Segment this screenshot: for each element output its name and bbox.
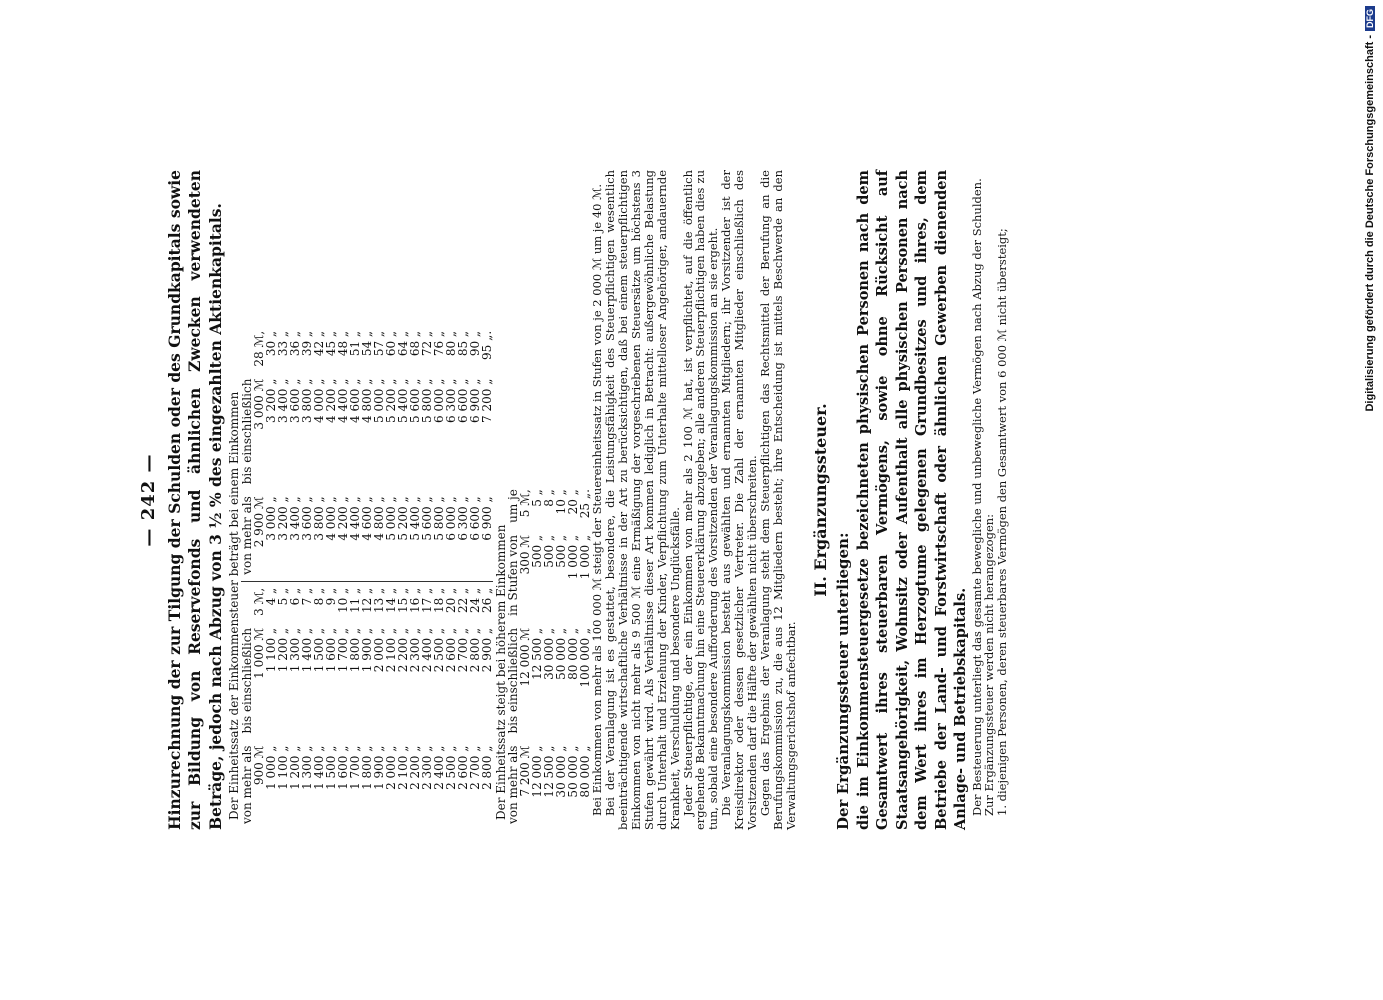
table-cell: 2 500 „ [443, 745, 458, 790]
table-cell: 1 300 „ [287, 627, 302, 673]
table-cell: 85 „ [455, 330, 470, 357]
table-cell: 51 „ [347, 330, 362, 357]
table-cell: 2 900 ℳ [253, 490, 265, 581]
digitization-footer [1363, 6, 1377, 996]
table-cell: 20 „ [566, 489, 581, 515]
table-cell: 3 400 „ [275, 378, 290, 423]
table-cell: 1 200 „ [275, 627, 290, 673]
table-cell: 1 000 „ [578, 534, 593, 580]
table-cell: 2 600 „ [455, 745, 470, 790]
table-cell: 5 600 „ [421, 490, 433, 581]
paragraph: Jeder Steuerpflichtige, der ein Einkommen von mehr als 2 100 ℳ hat, ist verpflichtet, auf die öffentlich ergehende Bekanntmachung hin eine Steuererklärung abzugeben; alle anderen Steuerpflichtigen haben dies zu tun, sobald eine besondere Aufforderung des Vorsitzenden der Veranlagungskommission an sie ergeht. [680, 170, 721, 830]
table-cell: 26 „ [479, 587, 494, 614]
table-cell: 5 600 „ [407, 378, 422, 423]
table-cell: 18 „ [431, 587, 446, 614]
section-main-text: die im Einkommensteuergesetze bezeichneten physischen Personen nach dem Gesamtwert ihres steuerbaren Vermögens, sowie ohne Rücksicht auf Staatsangehörigkeit, Wohnsitz oder Aufenthalt alle physischen Personen nach dem Wert ihres im Herzogtume gelegenen Grundbesitzes und ihres, dem Betriebe der Land- und Forstwirtschaft oder ähnlichen Gewerben dienenden Anlage- und Betriebskapitals. [854, 170, 970, 830]
table-cell: 5 400 „ [409, 490, 421, 581]
table-cell: 3 400 „ [289, 490, 301, 581]
table-cell: 4 000 „ [311, 378, 326, 423]
table-cell: 6 900 „ [467, 378, 482, 423]
intro-paragraph: Hinzurechnung der zur Tilgung der Schulden oder des Grundkapitals sowie zur Bildung von Reservefonds und ähnlichen Zwecken verwendeten Beträge, jedoch nach Abzug von 3 ½ % des eingezahlten Aktienkapitals. [164, 170, 225, 830]
table-cell: 2 800 „ [467, 627, 482, 673]
table-cell: 1 000 „ [263, 745, 278, 790]
table-cell: 2 200 „ [407, 745, 422, 790]
table-cell: 39 „ [299, 330, 314, 357]
table-cell: 4 800 „ [359, 378, 374, 423]
table-cell: 500 „ [542, 534, 557, 568]
table-cell: 4 600 „ [347, 378, 362, 423]
table-cell: 2 700 „ [455, 627, 470, 673]
table-cell: 3 200 „ [277, 490, 289, 581]
table-cell: 12 500 „ [530, 627, 545, 680]
table-cell: 48 „ [335, 330, 350, 357]
table-cell: 1 400 „ [299, 627, 314, 673]
tax-rate-table [241, 325, 493, 830]
paragraph: Bei Einkommen von mehr als 100 000 ℳ steigt der Steuereinheitssatz in Stufen von je 2 000 ℳ um je 40 ℳ. [590, 183, 605, 816]
table-cell: 500 „ [554, 534, 569, 568]
table-cell: 1 200 „ [287, 745, 302, 790]
table-cell: 3 800 „ [313, 490, 325, 581]
table-cell: 95 „. [479, 330, 494, 360]
table-cell: 1 400 „ [311, 745, 326, 790]
table-cell: 3 600 „ [301, 490, 313, 581]
table-cell: 3 800 „ [299, 378, 314, 423]
table-cell: 80 000 „ [578, 745, 593, 798]
table-cell: 30 000 „ [542, 627, 557, 680]
table-cell: 500 „ [530, 534, 545, 568]
table-cell: 4 600 „ [361, 490, 373, 581]
table-cell: 1 500 „ [323, 745, 338, 790]
table-cell: 28 ℳ, [251, 330, 266, 367]
table-cell: 24 „ [467, 587, 482, 614]
table-cell: 4 400 „ [349, 490, 361, 581]
table-cell: 5 ℳ, [518, 489, 533, 518]
table-cell: 1 800 „ [359, 745, 374, 790]
table-cell: 4 800 „ [373, 490, 385, 581]
table-cell: 16 „ [407, 587, 422, 614]
table-cell: 4 200 „ [323, 378, 338, 423]
table-cell: 5 „ [275, 587, 290, 606]
table-cell: 2 000 „ [383, 745, 398, 790]
table-cell: 5 200 „ [397, 490, 409, 581]
table-cell: 4 000 „ [325, 490, 337, 581]
table-cell: 3 000 „ [265, 490, 277, 581]
table-cell: 6 „ [287, 587, 302, 606]
table-cell: 12 000 ℳ [518, 627, 533, 687]
table-cell: 5 000 „ [385, 490, 397, 581]
table-cell: 4 200 „ [337, 490, 349, 581]
table-cell: 2 900 „ [479, 627, 494, 673]
table-cell: 1 100 „ [275, 745, 290, 790]
table-cell: 50 000 „ [566, 745, 581, 798]
table-cell: 1 600 „ [335, 745, 350, 790]
table-cell: 64 „ [395, 330, 410, 357]
table-cell: 33 „ [275, 330, 290, 357]
table-cell: 9 „ [323, 587, 338, 606]
table-cell: 7 200 ℳ [518, 745, 533, 797]
table-cell: 42 „ [311, 330, 326, 357]
table-cell: 5 800 „ [433, 490, 445, 581]
table-cell: 54 „ [359, 330, 374, 357]
table-cell: 6 300 „ [443, 378, 458, 423]
table-cell: 5 000 „ [371, 378, 386, 423]
table-cell: 6 300 „ [457, 490, 469, 581]
col-header: um je [506, 489, 521, 523]
table-cell: 8 „ [311, 587, 326, 606]
table-cell: 14 „ [383, 587, 398, 614]
dfg-logo: DFG [1365, 6, 1375, 31]
table-cell: 60 „ [383, 330, 398, 357]
table-cell: 2 100 „ [383, 627, 398, 673]
table-cell: 1 100 „ [263, 627, 278, 673]
table-cell: 10 „ [335, 587, 350, 614]
table-cell: 2 100 „ [395, 745, 410, 790]
table-cell: 6 000 „ [431, 378, 446, 423]
footer-text: Digitalisierung gefördert durch die Deutsche Forschungsgemeinschaft - [1364, 35, 1376, 412]
list-item: 1. diejenigen Personen, deren steuerbares Vermögen den Gesamtwert von 6 000 ℳ nicht übersteigt; [995, 228, 1010, 816]
section-heading: II. Ergänzungssteuer. [811, 403, 831, 597]
table-cell: 2 300 „ [407, 627, 422, 673]
table-cell: 25 „. [578, 489, 593, 519]
col-header: von mehr als [506, 745, 521, 824]
table-cell: 6 600 „ [469, 490, 481, 581]
section-subheading: Der Ergänzungssteuer unterliegen: [834, 532, 853, 830]
table-cell: 6 900 „ [481, 490, 493, 581]
page-number: — 242 — [138, 453, 159, 547]
table-cell: 12 „ [359, 587, 374, 614]
paragraph: Gegen das Ergebnis der Veranlagung steht dem Steuerpflichtigen das Rechtsmittel der Berufung an die Berufungskommission zu, die aus 12 Mitgliedern besteht; ihre Entscheidung ist mittels Beschwerde an den Verwaltungsgerichtshof anfechtbar. [757, 170, 798, 830]
table-cell: 30 „ [263, 330, 278, 357]
table-cell: 1 600 „ [323, 627, 338, 673]
table-cell: 1 500 „ [311, 627, 326, 673]
table-cell: 2 200 „ [395, 627, 410, 673]
table-cell: 22 „ [455, 587, 470, 614]
table-cell: 5 200 „ [383, 378, 398, 423]
table-cell: 100 000 „ [578, 627, 593, 688]
table-cell: 1 900 „ [359, 627, 374, 673]
table-cell: 13 „ [371, 587, 386, 614]
table-cell: 2 800 „ [479, 745, 494, 790]
table-cell: 72 „ [419, 330, 434, 357]
table-cell: 57 „ [371, 330, 386, 357]
table-cell: 30 000 „ [554, 745, 569, 798]
table-cell: 12 000 „ [530, 745, 545, 798]
table-cell: 2 300 „ [419, 745, 434, 790]
table-cell: 68 „ [407, 330, 422, 357]
col-header: von mehr als [239, 745, 254, 824]
paragraph: Zur Ergänzungssteuer werden nicht herangezogen: [982, 513, 997, 816]
table-cell: 80 000 „ [566, 627, 581, 680]
table1-caption: Der Einheitssatz der Einkommensteuer beträgt bei einem Einkommen [227, 391, 242, 820]
table-cell: 15 „ [395, 587, 410, 614]
table-cell: 7 „ [299, 587, 314, 606]
table-cell: 50 000 „ [554, 627, 569, 680]
table-cell: 1 800 „ [347, 627, 362, 673]
table-cell: 3 000 ℳ [251, 378, 266, 430]
table-cell: 4 „ [263, 587, 278, 606]
col-header: bis einschließlich [239, 627, 254, 734]
table1-body [253, 325, 493, 830]
col-header: von mehr als [241, 490, 253, 581]
rotated-page-content [140, 170, 1210, 830]
table-cell: 90 „ [467, 330, 482, 357]
paragraph: Die Veranlagungskommission besteht aus gewählten und ernannten Mitgliedern; ihr Vorsitzender ist der Kreisdirektor oder dessen gesetzlicher Vertreter. Die Zahl der ernannten Mitglieder einschließlich des Vorsitzenden darf die Hälfte der gewählten nicht überschreiten. [719, 170, 759, 830]
col-header: in Stufen von [506, 534, 521, 616]
table-cell: 8 „ [542, 489, 557, 507]
table2-body [519, 483, 591, 830]
table-cell: 12 500 „ [542, 745, 557, 798]
table-cell: 900 ℳ [251, 745, 266, 786]
paragraph: Bei der Veranlagung ist es gestattet, besondere, die Leistungsfähigkeit des Steuerpflichtigen wesentlich beeinträchtigende wirtschaftliche Verhältnisse in der Art zu berücksichtigen, daß bei einem steuerpflichtigen Einkommen von nicht mehr als 9 500 ℳ eine Ermäßigung der vorgeschriebenen Steuersätze um höchstens 3 Stufen gewährt wird. Als Verhältnisse dieser Art kommen lediglich in Betracht: außergewöhnliche Belastung durch Unterhalt und Erziehung der Kinder, Verpflichtung zum Unterhalte mittelloser Angehöriger, andauernde Krankheit, Verschuldung und besondere Unglücksfälle. [603, 170, 682, 830]
table-cell: 20 „ [443, 587, 458, 614]
paragraph: Der Besteuerung unterliegt das gesamte bewegliche und unbewegliche Vermögen nach Abzug der Schulden. [969, 178, 984, 816]
table-cell: 7 200 „ [479, 378, 494, 423]
table-cell: 3 200 „ [263, 378, 278, 423]
table-row [481, 325, 493, 830]
col-header: bis einschließlich [506, 627, 521, 734]
table-cell: 2 700 „ [467, 745, 482, 790]
table-cell: 45 „ [323, 330, 338, 357]
table-cell: 3 600 „ [287, 378, 302, 423]
table-cell: 2 500 „ [431, 627, 446, 673]
table-cell: 36 „ [287, 330, 302, 357]
table-cell: 1 000 „ [566, 534, 581, 580]
table-cell: 3 ℳ, [251, 587, 266, 616]
table-cell: 1 900 „ [371, 745, 386, 790]
table-cell: 17 „ [419, 587, 434, 614]
table-cell: 5 400 „ [395, 378, 410, 423]
table2-caption: Der Einheitssatz steigt bei höherem Einkommen [493, 524, 508, 820]
table-cell: 76 „ [431, 330, 446, 357]
table-cell: 5 800 „ [419, 378, 434, 423]
progressive-rate-table [507, 483, 591, 830]
table-cell: 5 „ [530, 489, 545, 507]
table-cell: 1 300 „ [299, 745, 314, 790]
table-cell: 2 400 „ [419, 627, 434, 673]
table-cell: 2 600 „ [443, 627, 458, 673]
table-cell: 80 „ [443, 330, 458, 357]
table-cell: 300 ℳ [518, 534, 533, 575]
table-cell: 11 „ [347, 587, 362, 614]
col-header: bis einschließlich [239, 378, 254, 485]
table-cell: 1 000 ℳ [251, 627, 266, 679]
table-cell: 6 000 „ [445, 490, 457, 581]
table-cell: 1 700 „ [335, 627, 350, 673]
table-cell: 4 400 „ [335, 378, 350, 423]
table-cell: 2 400 „ [431, 745, 446, 790]
table-cell: 2 000 „ [371, 627, 386, 673]
table-cell: 6 600 „ [455, 378, 470, 423]
table-cell: 1 700 „ [347, 745, 362, 790]
table-cell: 10 „ [554, 489, 569, 515]
